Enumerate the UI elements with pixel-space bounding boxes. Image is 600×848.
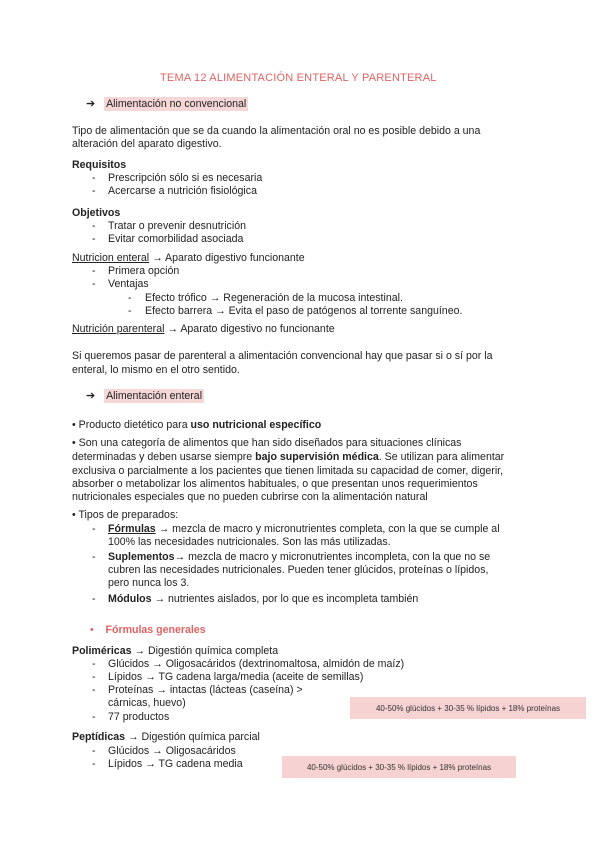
pept-item-1: Glúcidos → Oligosacáridos	[108, 745, 236, 757]
dash: -	[92, 278, 96, 290]
dash: -	[92, 233, 96, 245]
list-item	[92, 593, 96, 606]
objetivos-label: Objetivos	[72, 207, 121, 219]
list-item	[92, 172, 96, 185]
formulas-term: Fórmulas	[108, 523, 156, 535]
list-item	[92, 220, 96, 233]
enteral-term: Nutricion enteral	[72, 252, 150, 264]
paragraph-2-line-4: absorber o metabolizar los alimentos habituales, o que presentan unos requerimientos	[72, 478, 478, 490]
switch-line-2: enteral, lo mismo en el otro sentido.	[72, 364, 240, 376]
dash: -	[92, 745, 96, 757]
polimericas-composition-box: 40-50% glúcidos + 30-35 % lípidos + 18% proteínas	[350, 697, 586, 719]
formulas-def: → mezcla de macro y micronutrientes completa, con la que se cumple al	[155, 523, 500, 535]
paragraph-2-line-3: exclusiva o parcialmente a los pacientes que tienen limitada su capacidad de comer, digerir,	[72, 465, 504, 477]
ventaja-item-2: Efecto barrera → Evita el paso de patógenos al torrente sanguíneo.	[145, 305, 463, 317]
p1-text: • Producto dietético para	[72, 419, 191, 431]
list-item	[92, 233, 96, 246]
section-heading-label: Alimentación no convencional	[106, 98, 247, 110]
list-item	[92, 684, 96, 697]
section-heading-label: Fórmulas generales	[105, 624, 206, 636]
list-item	[92, 671, 96, 684]
paragraph-2-line-5: nutricionales especiales que no pueden cubrirse con la alimentación natural	[72, 491, 428, 503]
paragraph-2-line-2	[72, 451, 504, 464]
enteral-item-1: Primera opción	[108, 265, 180, 277]
section-heading-label: Alimentación enteral	[106, 390, 203, 402]
page-title: TEMA 12 ALIMENTACIÓN ENTERAL Y PARENTERAL	[160, 72, 437, 84]
formulas-line-1	[108, 523, 500, 536]
suplementos-line-2: cubren las necesidades nutricionales. Pueden tener glúcidos, proteínas o lípidos,	[108, 564, 489, 576]
section-heading-enteral	[86, 390, 204, 403]
intro-line-1: Tipo de alimentación que se da cuando la alimentación oral no es posible debido a una	[72, 125, 481, 137]
list-item	[92, 185, 96, 198]
ventaja-item-1: Efecto trófico → Regeneración de la mucosa intestinal.	[145, 292, 403, 304]
switch-line-1: Si queremos pasar de parenteral a alimentación convencional hay que pasar si o sí por la	[72, 350, 493, 362]
list-item	[92, 711, 96, 724]
enteral-def: → Aparato digestivo funcionante	[149, 252, 305, 264]
bullet-icon: •	[90, 624, 94, 636]
enteral-item-2: Ventajas	[108, 278, 149, 290]
p2-bold: bajo supervisión médica	[255, 451, 379, 463]
dash: -	[92, 684, 96, 696]
dash: -	[92, 185, 96, 197]
modulos-line-1	[108, 593, 418, 606]
peptidicas-heading	[72, 731, 260, 744]
arrow-right-icon: ➔	[86, 390, 96, 402]
suplementos-line-3: pero nunca los 3.	[108, 577, 190, 589]
polimericas-def: → Digestión química completa	[131, 645, 279, 657]
modulos-def: → nutrientes aislados, por lo que es incompleta también	[151, 593, 419, 605]
list-item	[92, 523, 96, 536]
parenteral-def: → Aparato digestivo no funcionante	[164, 323, 335, 335]
section-heading-formulas	[90, 624, 206, 637]
list-item	[128, 292, 132, 305]
list-item	[92, 745, 96, 758]
parenteral-term: Nutrición parenteral	[72, 323, 165, 335]
list-item	[92, 278, 96, 291]
poli-item-4: 77 productos	[108, 711, 170, 723]
paragraph-2-line-1: • Son una categoría de alimentos que han sido diseñados para situaciones clínicas	[72, 437, 462, 449]
suplementos-def: → mezcla de macro y micronutrientes incompleta, con la que no se	[174, 551, 491, 563]
peptidicas-composition-box: 40-50% glúcidos + 30-35 % lípidos + 18% proteínas	[282, 756, 516, 778]
dash: -	[92, 523, 96, 535]
list-item	[92, 551, 96, 564]
objetivo-item-1: Tratar o prevenir desnutrición	[108, 220, 246, 232]
dash: -	[128, 292, 132, 304]
parenteral-definition	[72, 323, 335, 336]
enteral-definition	[72, 252, 305, 265]
dash: -	[92, 220, 96, 232]
requisitos-label: Requisitos	[72, 159, 127, 171]
formulas-line-2: 100% las necesidades nutricionales. Son las más utilizadas.	[108, 536, 391, 548]
poli-item-3-cont: cárnicas, huevo)	[108, 697, 186, 709]
modulos-term: Módulos	[108, 593, 152, 605]
dash: -	[92, 711, 96, 723]
polimericas-term: Poliméricas	[72, 645, 132, 657]
poli-item-3: Proteínas → intactas (lácteas (caseína) >	[108, 684, 303, 696]
objetivo-item-2: Evitar comorbilidad asociada	[108, 233, 244, 245]
dash: -	[92, 265, 96, 277]
suplementos-term: Suplementos	[108, 551, 175, 563]
requisito-item-1: Prescripción sólo si es necesaria	[108, 172, 263, 184]
dash: -	[92, 658, 96, 670]
dash: -	[92, 172, 96, 184]
poli-item-2: Lípidos → TG cadena larga/media (aceite de semillas)	[108, 671, 364, 683]
paragraph-1	[72, 419, 321, 432]
dash: -	[92, 551, 96, 563]
polimericas-heading	[72, 645, 278, 658]
suplementos-line-1	[108, 551, 490, 564]
peptidicas-term: Peptídicas	[72, 731, 125, 743]
list-item	[92, 758, 96, 771]
dash: -	[128, 305, 132, 317]
dash: -	[92, 671, 96, 683]
tipos-label: • Tipos de preparados:	[72, 509, 179, 521]
p2-text-post: . Se utilizan para alimentar	[378, 451, 505, 463]
intro-line-2: alteración del aparato digestivo.	[72, 138, 222, 150]
arrow-right-icon: ➔	[86, 98, 96, 110]
peptidicas-def: → Digestión química parcial	[125, 731, 260, 743]
poli-item-1: Glúcidos → Oligosacáridos (dextrinomaltosa, almidón de maíz)	[108, 658, 405, 670]
section-heading-no-convencional	[86, 98, 248, 111]
pept-item-2: Lípidos → TG cadena media	[108, 758, 243, 770]
dash: -	[92, 593, 96, 605]
list-item	[92, 658, 96, 671]
requisito-item-2: Acercarse a nutrición fisiológica	[108, 185, 257, 197]
dash: -	[92, 758, 96, 770]
list-item	[128, 305, 132, 318]
p2-text: determinadas y deben usarse siempre	[72, 451, 256, 463]
p1-bold: uso nutricional específico	[190, 419, 322, 431]
list-item	[92, 265, 96, 278]
